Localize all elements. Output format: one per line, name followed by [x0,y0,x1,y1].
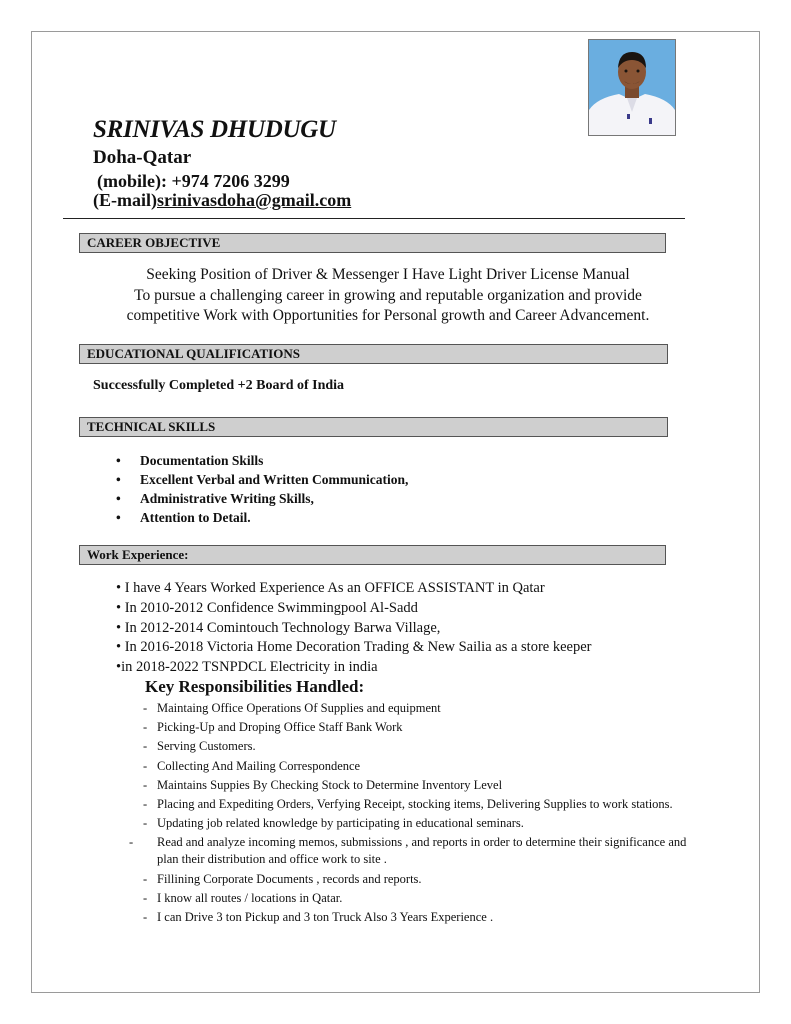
responsibility-item [143,777,698,794]
responsibilities-list [129,700,698,928]
responsibility-item [143,890,698,907]
responsibility-text: I can Drive 3 ton Pickup and 3 ton Truck Also 3 Years Experience . [157,909,494,924]
responsibility-item [143,815,698,832]
section-header-technical-skills: TECHNICAL SKILLS [79,417,668,437]
responsibility-text: Collecting And Mailing Correspondence [157,758,361,773]
dash-marker: - [143,909,148,924]
responsibility-item [134,796,698,813]
objective-line: To pursue a challenging career in growing and reputable organization and provide [134,286,642,304]
skill-item: • Attention to Detail. [116,508,408,527]
dash-marker: - [143,796,148,811]
objective-line: competitive Work with Opportunities for Personal growth and Career Advancement. [126,307,650,324]
responsibility-text: Read and analyze incoming memos, submissions , and reports in order to determine their significance and plan their distribution and office work to site . [157,835,687,867]
dash-marker: - [143,720,148,735]
dash-marker: - [143,758,148,773]
responsibility-text: Serving Customers. [157,739,256,754]
responsibility-text: Picking-Up and Droping Office Staff Bank Work [157,720,403,735]
responsibility-item [143,700,698,717]
responsibility-item [143,909,698,926]
career-objective-text [88,265,688,327]
email-prefix: (E-mail) [93,190,157,210]
skills-list [116,451,408,527]
section-header-career-objective: CAREER OBJECTIVE [79,233,666,253]
dash-marker: - [129,835,134,850]
responsibility-text: I know all routes / locations in Qatar. [157,890,343,905]
responsibility-text: Updating job related knowledge by participating in educational seminars. [157,816,524,831]
responsibility-text: Fillining Corporate Documents , records and reports. [157,871,422,886]
dash-marker: - [143,739,148,754]
responsibility-item [129,834,698,868]
responsibility-item [143,758,698,775]
dash-marker: - [143,777,148,792]
skill-item: • Documentation Skills [116,451,408,470]
email-link[interactable]: srinivasdoha@gmail.com [156,190,352,210]
work-item: • In 2010-2012 Confidence Swimmingpool Al-Sadd [116,599,418,616]
skill-item: • Administrative Writing Skills, [116,489,408,508]
email-line [93,190,351,211]
dash-marker: - [143,701,148,715]
work-item: • I have 4 Years Worked Experience As an OFFICE ASSISTANT in Qatar [116,580,545,596]
location: Doha-Qatar [93,147,192,168]
responsibility-item [143,719,698,736]
responsibility-text: Maintaing Office Operations Of Supplies and equipment [157,701,441,715]
header-divider [63,218,685,219]
candidate-name: SRINIVAS DHUDUGU [93,116,336,143]
key-responsibilities-heading: Key Responsibilities Handled: [145,677,365,696]
dash-marker: - [143,890,148,905]
profile-photo [588,39,676,136]
work-item: • In 2012-2014 Comintouch Technology Barwa Village, [116,619,441,636]
education-text: Successfully Completed +2 Board of India [93,378,345,393]
dash-marker: - [143,816,148,831]
responsibility-item [143,871,698,888]
responsibility-text: Placing and Expediting Orders, Verfying Receipt, stocking items, Delivering Supplies to work stations. [157,796,673,811]
work-experience-list [116,579,591,678]
responsibility-text: Maintains Suppies By Checking Stock to Determine Inventory Level [157,777,503,792]
mobile-number: (mobile): +974 7206 3299 [97,171,290,191]
work-item: • In 2016-2018 Victoria Home Decoration Trading & New Sailia as a store keeper [116,639,592,656]
section-header-work-experience: Work Experience: [79,545,666,565]
skill-item: • Excellent Verbal and Written Communication, [116,470,408,489]
objective-line: Seeking Position of Driver & Messenger I Have Light Driver License Manual [146,266,630,283]
work-item: •in 2018-2022 TSNPDCL Electricity in india [116,659,378,676]
dash-marker: - [143,871,148,886]
section-header-education: EDUCATIONAL QUALIFICATIONS [79,344,668,364]
responsibility-item [143,738,698,755]
